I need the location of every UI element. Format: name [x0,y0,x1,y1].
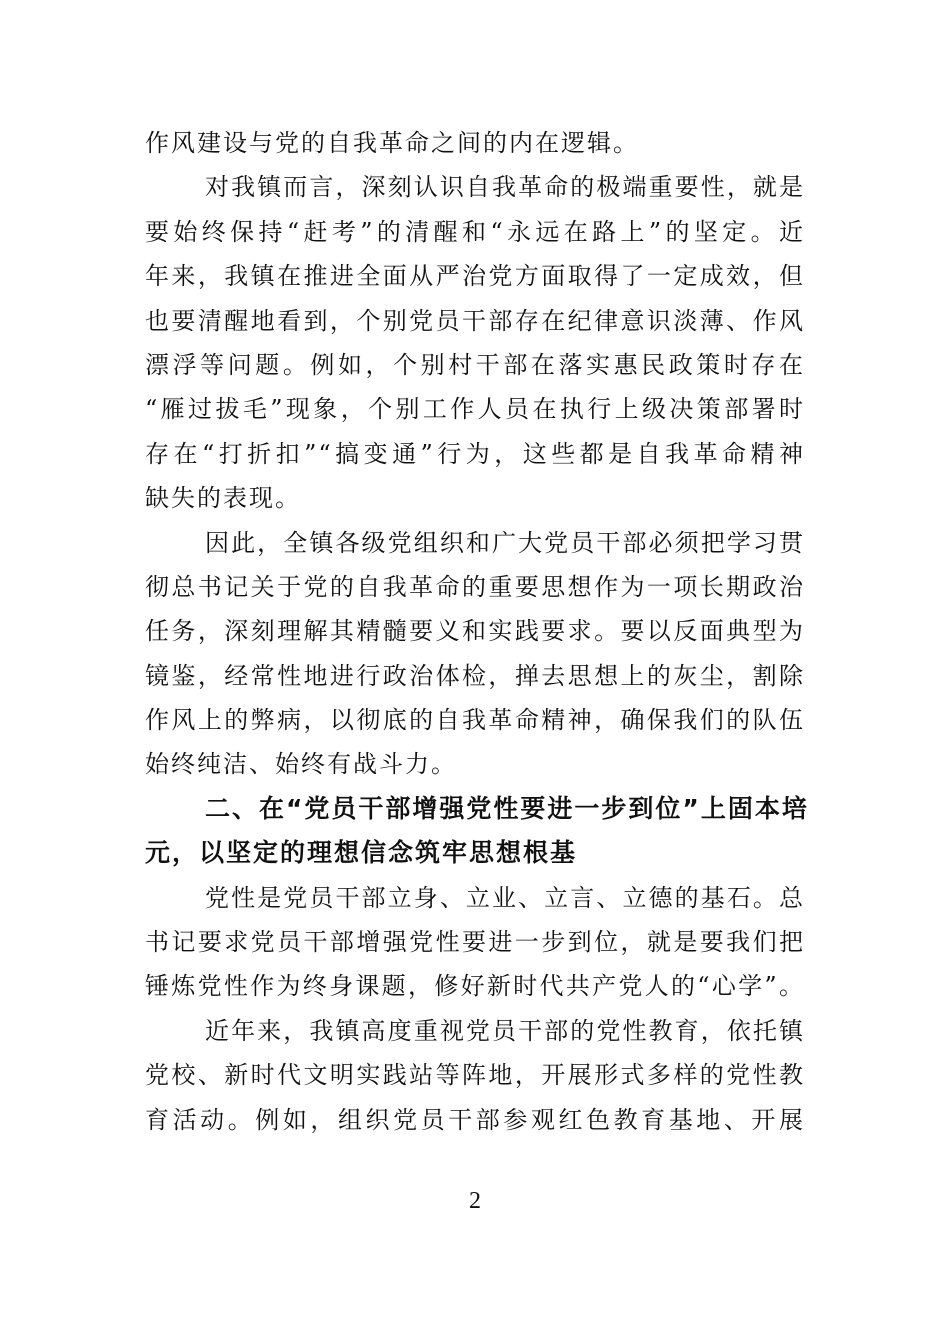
text-line: 始终纯洁、始终有战斗力。 [145,750,457,779]
text-line: 书记要求党员干部增强党性要进一步到位，就是要我们把 [145,928,805,957]
text-line: 任务，深刻理解其精髓要义和实践要求。要以反面典型为 [145,617,805,646]
text-line: 也要清醒地看到，个别党员干部存在纪律意识淡薄、作风 [145,306,805,335]
text-line: 对我镇而言，深刻认识自我革命的极端重要性，就是 [205,173,805,202]
text-line: 因此，全镇各级党组织和广大党员干部必须把学习贯 [205,528,805,557]
text-line: 缺失的表现。 [145,484,301,513]
text-line: 作风建设与党的自我革命之间的内在逻辑。 [145,129,639,157]
text-line: 近年来，我镇高度重视党员干部的党性教育，依托镇 [205,1016,805,1045]
text-line: 党校、新时代文明实践站等阵地，开展形式多样的党性教 [145,1061,805,1090]
text-line: “雁过拔毛”现象，个别工作人员在执行上级决策部署时 [145,395,805,424]
text-line: 漂浮等问题。例如，个别村干部在落实惠民政策时存在 [145,350,805,379]
text-line: 彻总书记关于党的自我革命的重要思想作为一项长期政治 [145,572,805,601]
text-line: 年来，我镇在推进全面从严治党方面取得了一定成效，但 [145,262,805,291]
text-line: 镜鉴，经常性地进行政治体检，掸去思想上的灰尘，割除 [145,661,805,690]
section-heading-line: 元，以坚定的理想信念筑牢思想根基 [145,838,578,868]
page-number: 2 [469,1188,481,1214]
text-line: 锤炼党性作为终身课题，修好新时代共产党人的“心学”。 [145,972,805,1001]
text-line: 要始终保持“赶考”的清醒和“永远在路上”的坚定。近 [145,217,805,246]
body-text [145,121,809,1142]
text-line: 育活动。例如，组织党员干部参观红色教育基地、开展 [145,1105,805,1134]
text-line: 作风上的弊病，以彻底的自我革命精神，确保我们的队伍 [145,706,805,735]
text-line: 存在“打折扣”“搞变通”行为，这些都是自我革命精神 [145,439,805,468]
section-heading-line: 二、在“党员干部增强党性要进一步到位”上固本培 [205,793,809,823]
text-line: 党性是党员干部立身、立业、立言、立德的基石。总 [205,883,805,912]
